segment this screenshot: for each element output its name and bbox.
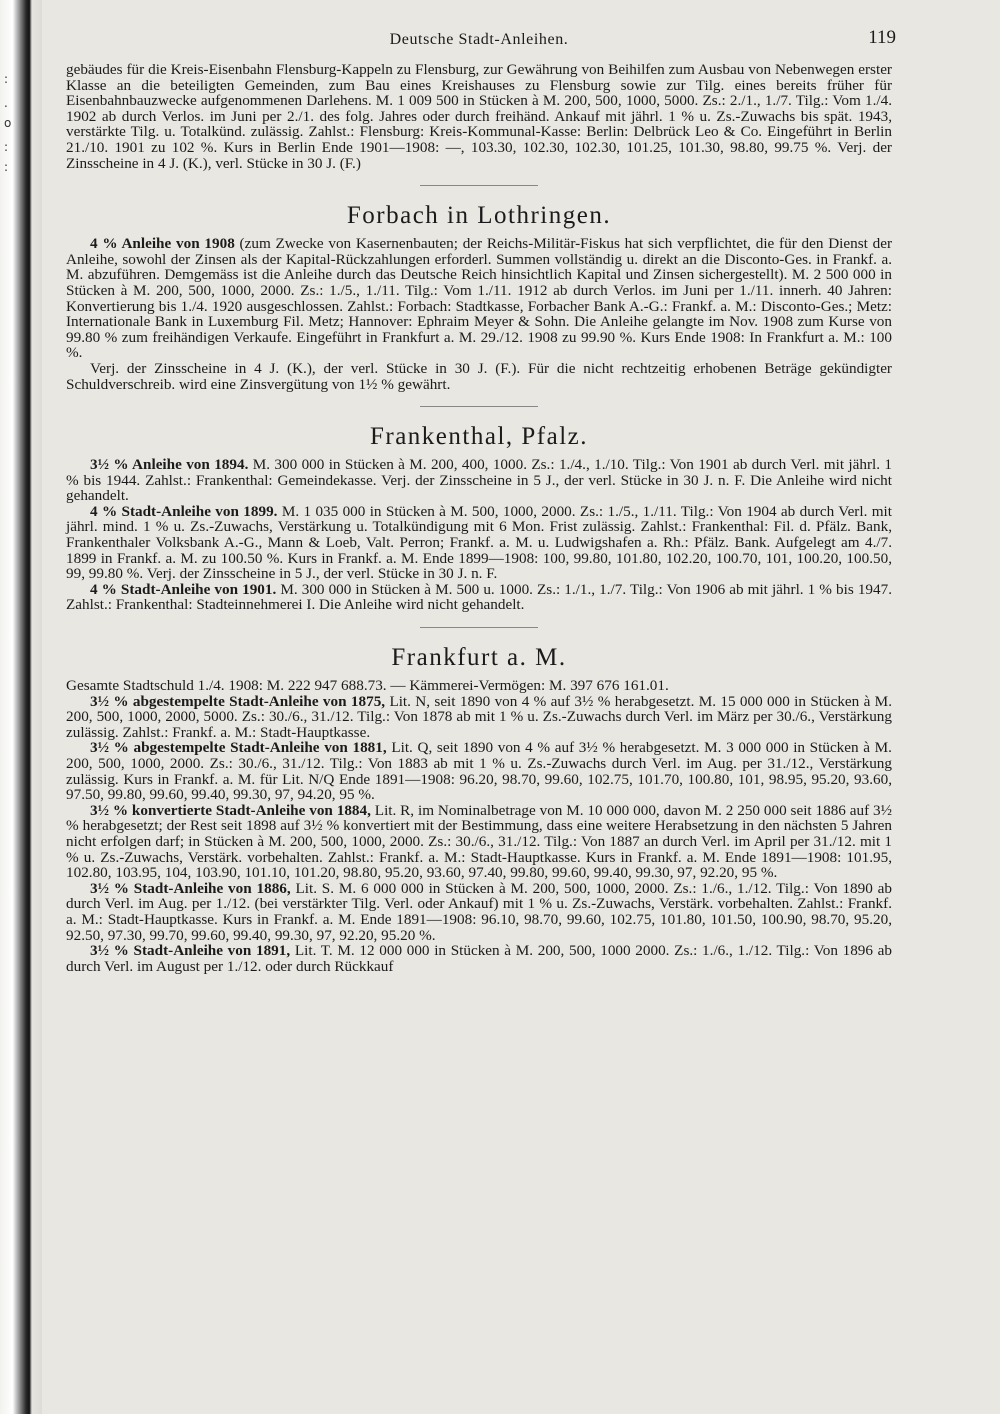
book-page bbox=[66, 27, 896, 975]
paragraph-text: (zum Zwecke von Kasernenbauten; der Reichs-Militär-Fiskus hat sich verpflichtet, die für den Dienst der Anleihe, sowohl der Zinsen als der Kapital-Rückzahlungen erforderl. Summen vollständig u. direkt an die Disconto-Ges. in Frankf. a. M. abzuführen. Demgemäss ist die Anleihe durch das Deutsche Reich hinsichtlich Kapital und Zinsen sichergestellt). M. 2 500 000 in Stücken à M. 200, 500, 1000, 2000. Zs.: 1./5., 1./11. Tilg.: Vom 1./11. 1912 ab durch Verlos. im Juni per 1./11. innerh. 40 Jahren: Konvertierung bis 1./4. 1920 ausgeschlossen. Zahlst.: Forbach: Stadtkasse, Forbacher Bank A.-G.: Frankf. a. M.: Disconto-Ges.; Metz: Internationale Bank in Luxemburg Fil. Metz; Hannover: Ephraim Meyer & Sohn. Die Anleihe gelangte im Nov. 1908 zum Kurse von 99.80 % zum freihändigen Verkaufe. Eingeführt in Frankfurt a. M. 29./12. 1908 zu 99.90 %. Kurs Ende 1908: In Frankfurt a. M.: 100 %. bbox=[66, 235, 893, 362]
paragraph-text: Lit. N, seit 1890 von 4 % auf 3½ % herabgesetzt. M. 15 000 000 in Stücken à M. 200, 500, 1000, 2000, 5000. Zs.: 30./6., 31./12. Tilg.: Von 1878 ab mit 1 % u. Zs.-Zuwachs durch Verl. im März per 30./6., Verstärkung zulässig. Zahlst.: Frankf. a. M.: Stadt-Hauptkasse. bbox=[66, 692, 892, 741]
paragraph-text: gebäudes für die Kreis-Eisenbahn Flensburg-Kappeln zu Flensburg, zur Gewährung von Beihilfen zum Ausbau von Nebenwegen erster Klasse an die beteiligten Gemeinden, zum Bau eines Kreishauses zu Flensburg sowie zur Tilg. eines bereits früher für Eisenbahnbauzwecke aufgenommenen Darlehens. M. 1 009 500 in Stücken à M. 200, 500, 1000, 5000. Zs.: 2./1., 1./7. Tilg.: Vom 1./4. 1902 ab durch Verlos. im Juni per 2./1. des folg. Jahres oder durch freihänd. Ankauf mit jährl. 1 % u. Zs.-Zuwachs bis spät. 1943, verstärkte Tilg. u. Totalkünd. zulässig. Zahlst.: Flensburg: Kreis-Kommunal-Kasse: Berlin: Delbrück Leo & Co. Eingeführt in Berlin 21./10. 1901 zu 102 %. Kurs in Berlin Ende 1901—1908: —, 103.30, 102.30, 102.30, 101.25, 101.30, 98.80, 99.75 %. Verj. der Zinsscheine in 4 J. (K.), verl. Stücke in 30 J. (F.) bbox=[66, 61, 892, 172]
paragraph-text: Lit. R, im Nominalbetrage von M. 10 000 000, davon M. 2 250 000 seit 1886 auf 3½ % herabgesetzt; der Rest seit 1898 auf 3½ % konvertiert mit der Bestimmung, dass eine weitere Herabsetzung in den nächsten 5 Jahren nicht erfolgen darf; in Stücken à M. 200, 500, 1000, 2000. Zs.: 30./6., 31./12. Tilg.: Von 1887 an durch Verl. im April per 31./12. mit 1 % u. Zs.-Zuwachs, Verstärk. vorbehalten. Zahlst.: Frankf. a. M.: Stadt-Hauptkasse. Kurs in Frankf. a. M. Ende 1891—1908: 101.95, 102.80, 103.95, 104, 103.90, 101.10, 101.20, 98.80, 95.20, 93.60, 97.40, 99.80, 99.60, 99.40, 99.30, 97, 92.20, 95 %. bbox=[66, 801, 893, 882]
paragraph-text: M. 300 000 in Stücken à M. 500 u. 1000. Zs.: 1./1., 1./7. Tilg.: Von 1906 ab mit jährl. 1 % bis 1947. Zahlst.: Frankenthal: Stadteinnehmerei I. Die Anleihe wird nicht gehandelt. bbox=[66, 580, 892, 614]
bond-title: 3½ % abgestempelte Stadt-Anleihe von 1881, bbox=[90, 739, 387, 757]
paragraph bbox=[66, 678, 892, 694]
paragraph bbox=[66, 881, 892, 943]
paragraph bbox=[66, 582, 892, 613]
bond-title: 3½ % Stadt-Anleihe von 1886, bbox=[90, 879, 291, 897]
running-head bbox=[66, 27, 896, 56]
city-heading: Frankfurt a. M. bbox=[391, 644, 567, 672]
paragraph-text: Verj. der Zinsscheine in 4 J. (K.), der verl. Stücke in 30 J. (F.). Für die nicht rechtzeitig erhobenen Beträge gekündigter Schuldverschreib. wird eine Zinsvergütung von 1½ % gewährt. bbox=[66, 359, 892, 393]
paragraph-text: Lit. Q, seit 1890 von 4 % auf 3½ % herabgesetzt. M. 3 000 000 in Stücken à M. 200, 500, 1000, 2000. Zs.: 30./6., 31./12. Tilg.: Von 1883 ab mit 1 % u. Zs.-Zuwachs durch Verl. im Aug. per 31./12., Verstärkung zulässig. Kurs in Frankf. a. M. für Lit. N/Q Ende 1891—1908: 96.20, 98.70, 99.60, 102.75, 101.70, 100.80, 101, 98.95, 95.20, 93.60, 97.50, 99.80, 99.60, 99.40, 99.30, 97, 94.20, 95 %. bbox=[66, 739, 892, 804]
bond-title: 3½ % Anleihe von 1894. bbox=[90, 456, 249, 474]
margin-mark: o bbox=[4, 116, 12, 130]
paragraph-text: M. 1 035 000 in Stücken à M. 500, 1000, 2000. Zs.: 1./5., 1./11. Tilg.: Von 1904 ab durch Verl. mit jährl. mind. 1 % u. Zs.-Zuwachs, Verstärkung u. Totalkündigung mit 6 Mon. Frist zulässig. Zahlst.: Frankenthal: Fil. d. Pfälz. Bank, Frankenthaler Volksbank A.-G., Mann & Loeb, Valt. Perron; Frankf. a. M. u. Ludwigshafen a. Rh.: Pfälz. Bank. Aufgelegt am 4./7. 1899 in Frankf. a. M. zu 100.50 %. Kurs in Frankf. a. M. Ende 1899—1908: 100, 99.80, 101.80, 102.20, 100.70, 101, 100.20, 100.50, 99, 99.80 %. Verj. der Zinsscheine in 5 J., der verl. Stücke in 30 J. n. F. bbox=[66, 502, 892, 583]
bond-title: 3½ % konvertierte Stadt-Anleihe von 1884, bbox=[90, 801, 371, 819]
page-number: 119 bbox=[868, 27, 896, 48]
bond-title: 4 % Anleihe von 1908 bbox=[90, 235, 235, 253]
bond-title: 3½ % abgestempelte Stadt-Anleihe von 1875, bbox=[90, 692, 386, 710]
section-divider bbox=[420, 627, 538, 628]
paragraph-text: Lit. S. M. 6 000 000 in Stücken à M. 200, 500, 1000, 2000. Zs.: 1./6., 1./12. Tilg.: Von 1890 ab durch Verl. im Aug. per 1./12. (bei verstärkter Tilg. Verl. oder Ankauf) mit 1 % u. Zs.-Zuwachs, Verstärk. vorbehalten. Zahlst.: Frankf. a. M.: Stadt-Hauptkasse. Kurs in Frankf. a. M. Ende 1891—1908: 96.10, 98.70, 99.60, 102.75, 101.80, 101.50, 100.90, 98.70, 95.20, 92.50, 97.30, 99.70, 99.60, 99.40, 99.30, 97, 92.20, 95.20 %. bbox=[66, 879, 892, 944]
paragraph bbox=[66, 803, 892, 881]
paragraph bbox=[66, 457, 892, 504]
paragraph bbox=[66, 694, 892, 741]
margin-mark: : bbox=[4, 160, 9, 174]
paragraph bbox=[66, 361, 892, 392]
paragraph bbox=[66, 62, 892, 171]
paragraph-text: Gesamte Stadtschuld 1./4. 1908: M. 222 947 688.73. — Kämmerei-Vermögen: M. 397 676 161.01. bbox=[66, 677, 669, 695]
section-divider bbox=[420, 406, 538, 407]
section-flensburg-continuation bbox=[66, 62, 892, 171]
paragraph bbox=[66, 504, 892, 582]
margin-mark: : bbox=[4, 72, 9, 86]
margin-mark: . bbox=[4, 96, 8, 110]
paragraph bbox=[66, 740, 892, 802]
section-frankfurt bbox=[66, 644, 892, 974]
bond-title: 4 % Stadt-Anleihe von 1901. bbox=[90, 580, 277, 598]
paragraph bbox=[66, 236, 892, 361]
running-title: Deutsche Stadt-Anleihen. bbox=[389, 31, 569, 48]
bond-title: 4 % Stadt-Anleihe von 1899. bbox=[90, 502, 278, 520]
scan-binding-edge bbox=[0, 0, 42, 1414]
paragraph bbox=[66, 943, 892, 974]
paragraph-text: Lit. T. M. 12 000 000 in Stücken à M. 200, 500, 1000 2000. Zs.: 1./6., 1./12. Tilg.: Von 1896 ab durch Verl. im August per 1./12. oder durch Rückkauf bbox=[66, 942, 893, 975]
section-forbach bbox=[66, 202, 892, 392]
section-divider bbox=[420, 185, 538, 186]
city-heading: Frankenthal, Pfalz. bbox=[369, 423, 589, 451]
section-frankenthal bbox=[66, 423, 892, 613]
margin-mark: : bbox=[4, 140, 9, 154]
city-heading: Forbach in Lothringen. bbox=[346, 202, 612, 230]
bond-title: 3½ % Stadt-Anleihe von 1891, bbox=[90, 942, 291, 960]
paragraph-text: M. 300 000 in Stücken à M. 200, 400, 1000. Zs.: 1./4., 1./10. Tilg.: Von 1901 ab durch Verl. mit jährl. 1 % bis 1944. Zahlst.: Frankenthal: Gemeindekasse. Verj. der Zinsscheine in 5 J., der verl. Stücke in 30 J. n. F. Die Anleihe wird nicht gehandelt. bbox=[66, 456, 893, 505]
